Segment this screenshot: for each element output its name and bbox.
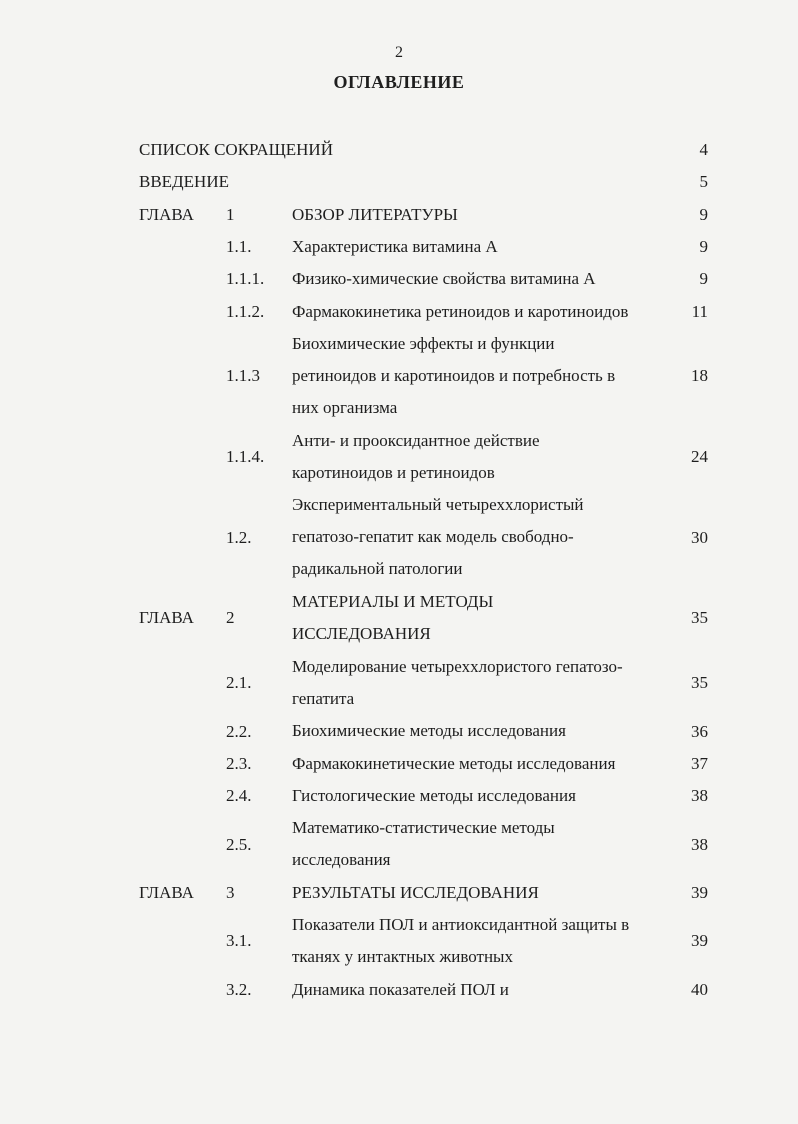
toc-title-line: Показатели ПОЛ и антиоксидантной защиты в bbox=[292, 915, 630, 935]
toc-section-number: 1.1.2. bbox=[226, 301, 265, 321]
toc-page-number: 38 bbox=[691, 786, 708, 806]
toc-entry-title: ВВЕДЕНИЕ bbox=[139, 172, 229, 192]
toc-title-line: ИССЛЕДОВАНИЯ bbox=[292, 624, 431, 644]
toc-section-number: 2.2. bbox=[226, 721, 252, 741]
toc-entry bbox=[0, 296, 798, 328]
toc-title-line: МАТЕРИАЛЫ И МЕТОДЫ bbox=[292, 592, 494, 612]
toc-section-number: 1 bbox=[226, 204, 235, 224]
toc-entry-title bbox=[292, 812, 682, 876]
toc-entry-title bbox=[292, 651, 682, 715]
toc-entry bbox=[0, 877, 798, 909]
toc-entry bbox=[0, 425, 798, 490]
toc-title-line: Биохимические методы исследования bbox=[292, 721, 566, 741]
toc-title-line: Гистологические методы исследования bbox=[292, 786, 576, 805]
toc-entry-title bbox=[292, 231, 682, 263]
toc-section-number: 1.1. bbox=[226, 237, 252, 257]
toc-entry-title: СПИСОК СОКРАЩЕНИЙ bbox=[139, 140, 333, 159]
toc-title-line: тканях у интактных животных bbox=[292, 947, 513, 967]
toc-entry-title bbox=[292, 328, 682, 424]
toc-entry-title bbox=[292, 296, 682, 328]
toc-page-number: 18 bbox=[691, 366, 708, 386]
toc-title-line: них организма bbox=[292, 397, 398, 417]
toc-chapter-label: ГЛАВА bbox=[139, 883, 194, 903]
toc-title-line: Фармакокинетика ретиноидов и каротиноидов bbox=[292, 301, 629, 321]
toc-page-number: 35 bbox=[691, 608, 708, 628]
toc-entry-title bbox=[292, 715, 682, 747]
toc-entry bbox=[0, 780, 798, 812]
toc-entry bbox=[0, 263, 798, 295]
toc-section-number: 2.5. bbox=[226, 834, 252, 854]
toc-entry-title bbox=[292, 199, 682, 231]
toc-title-line: радикальной патологии bbox=[292, 559, 463, 579]
toc-title-line: Биохимические эффекты и функции bbox=[292, 333, 555, 353]
toc-page-number: 38 bbox=[691, 834, 708, 854]
toc-entry-title bbox=[292, 586, 682, 650]
toc-entry-title bbox=[292, 748, 682, 780]
toc-page-number: 5 bbox=[699, 172, 708, 192]
toc-title-line: гепатозо-гепатит как модель свободно- bbox=[292, 527, 574, 547]
toc-page-number: 4 bbox=[699, 140, 708, 160]
page-title: ОГЛАВЛЕНИЕ bbox=[333, 72, 465, 92]
toc-title-line: Физико-химические свойства витамина А bbox=[292, 269, 596, 289]
toc-entry-title bbox=[292, 263, 682, 295]
toc-entry bbox=[0, 166, 798, 198]
toc-page-number: 9 bbox=[699, 269, 708, 289]
toc-entry-title bbox=[292, 877, 682, 909]
toc-entry-title bbox=[292, 780, 682, 812]
toc-entry bbox=[0, 812, 798, 877]
toc-title-line: Динамика показателей ПОЛ и bbox=[292, 979, 509, 999]
toc-section-number: 3 bbox=[226, 883, 235, 903]
toc-title-line: РЕЗУЛЬТАТЫ ИССЛЕДОВАНИЯ bbox=[292, 882, 539, 902]
toc-entry bbox=[0, 909, 798, 974]
toc-section-number: 1.1.1. bbox=[226, 269, 265, 289]
toc-section-number: 2.4. bbox=[226, 786, 252, 806]
toc-title-line: гепатита bbox=[292, 688, 355, 708]
toc-entry-title bbox=[292, 974, 682, 1006]
toc-chapter-label: ГЛАВА bbox=[139, 608, 194, 628]
toc-title-line: исследования bbox=[292, 850, 391, 870]
toc-page-number: 36 bbox=[691, 721, 708, 741]
toc-entry bbox=[0, 231, 798, 263]
toc-entry bbox=[0, 974, 798, 1006]
toc-entry bbox=[0, 328, 798, 425]
toc-section-number: 1.1.3 bbox=[226, 366, 260, 386]
toc-page-number: 35 bbox=[691, 673, 708, 693]
toc-section-number: 2 bbox=[226, 608, 235, 628]
toc-entry bbox=[0, 586, 798, 651]
toc-title-line: Анти- и прооксидантное действие bbox=[292, 430, 540, 450]
toc-title-line: Математико-статистические методы bbox=[292, 818, 555, 838]
toc-entry bbox=[0, 748, 798, 780]
toc-entry bbox=[0, 489, 798, 586]
toc-section-number: 2.3. bbox=[226, 753, 252, 773]
toc-entry-title bbox=[292, 489, 682, 585]
toc-page-number: 9 bbox=[699, 237, 708, 257]
toc-title-line: ОБЗОР ЛИТЕРАТУРЫ bbox=[292, 204, 458, 224]
toc-page-number: 30 bbox=[691, 527, 708, 547]
toc-section-number: 1.1.4. bbox=[226, 446, 265, 466]
toc-page-number: 37 bbox=[691, 753, 708, 773]
toc-page-number: 39 bbox=[691, 883, 708, 903]
toc-page-number: 39 bbox=[691, 931, 708, 951]
toc-section-number: 1.2. bbox=[226, 527, 252, 547]
toc-title-line: Экспериментальный четыреххлористый bbox=[292, 495, 584, 515]
toc-page-number: 24 bbox=[691, 446, 708, 466]
toc-chapter-label: ГЛАВА bbox=[139, 204, 194, 224]
toc-title-line: ретиноидов и каротиноидов и потребность в bbox=[292, 365, 616, 385]
toc-entry bbox=[0, 651, 798, 716]
toc-section-number: 3.1. bbox=[226, 931, 252, 951]
toc-entry-title bbox=[292, 425, 682, 489]
toc-title-line: каротиноидов и ретиноидов bbox=[292, 462, 495, 482]
toc-title-line: Характеристика витамина А bbox=[292, 236, 498, 256]
toc-entry bbox=[0, 199, 798, 231]
toc-page-number: 40 bbox=[691, 979, 708, 999]
toc-entry-title bbox=[292, 909, 682, 973]
toc-title-line: Фармакокинетические методы исследования bbox=[292, 753, 616, 773]
toc-entry bbox=[0, 134, 798, 166]
toc-title-line: Моделирование четыреххлористого гепатозо- bbox=[292, 656, 623, 676]
toc-page-number: 9 bbox=[699, 204, 708, 224]
page-number: 2 bbox=[395, 44, 403, 61]
toc-entry bbox=[0, 715, 798, 747]
toc-section-number: 3.2. bbox=[226, 979, 252, 999]
toc-section-number: 2.1. bbox=[226, 673, 252, 693]
toc-page-number: 11 bbox=[691, 301, 708, 321]
